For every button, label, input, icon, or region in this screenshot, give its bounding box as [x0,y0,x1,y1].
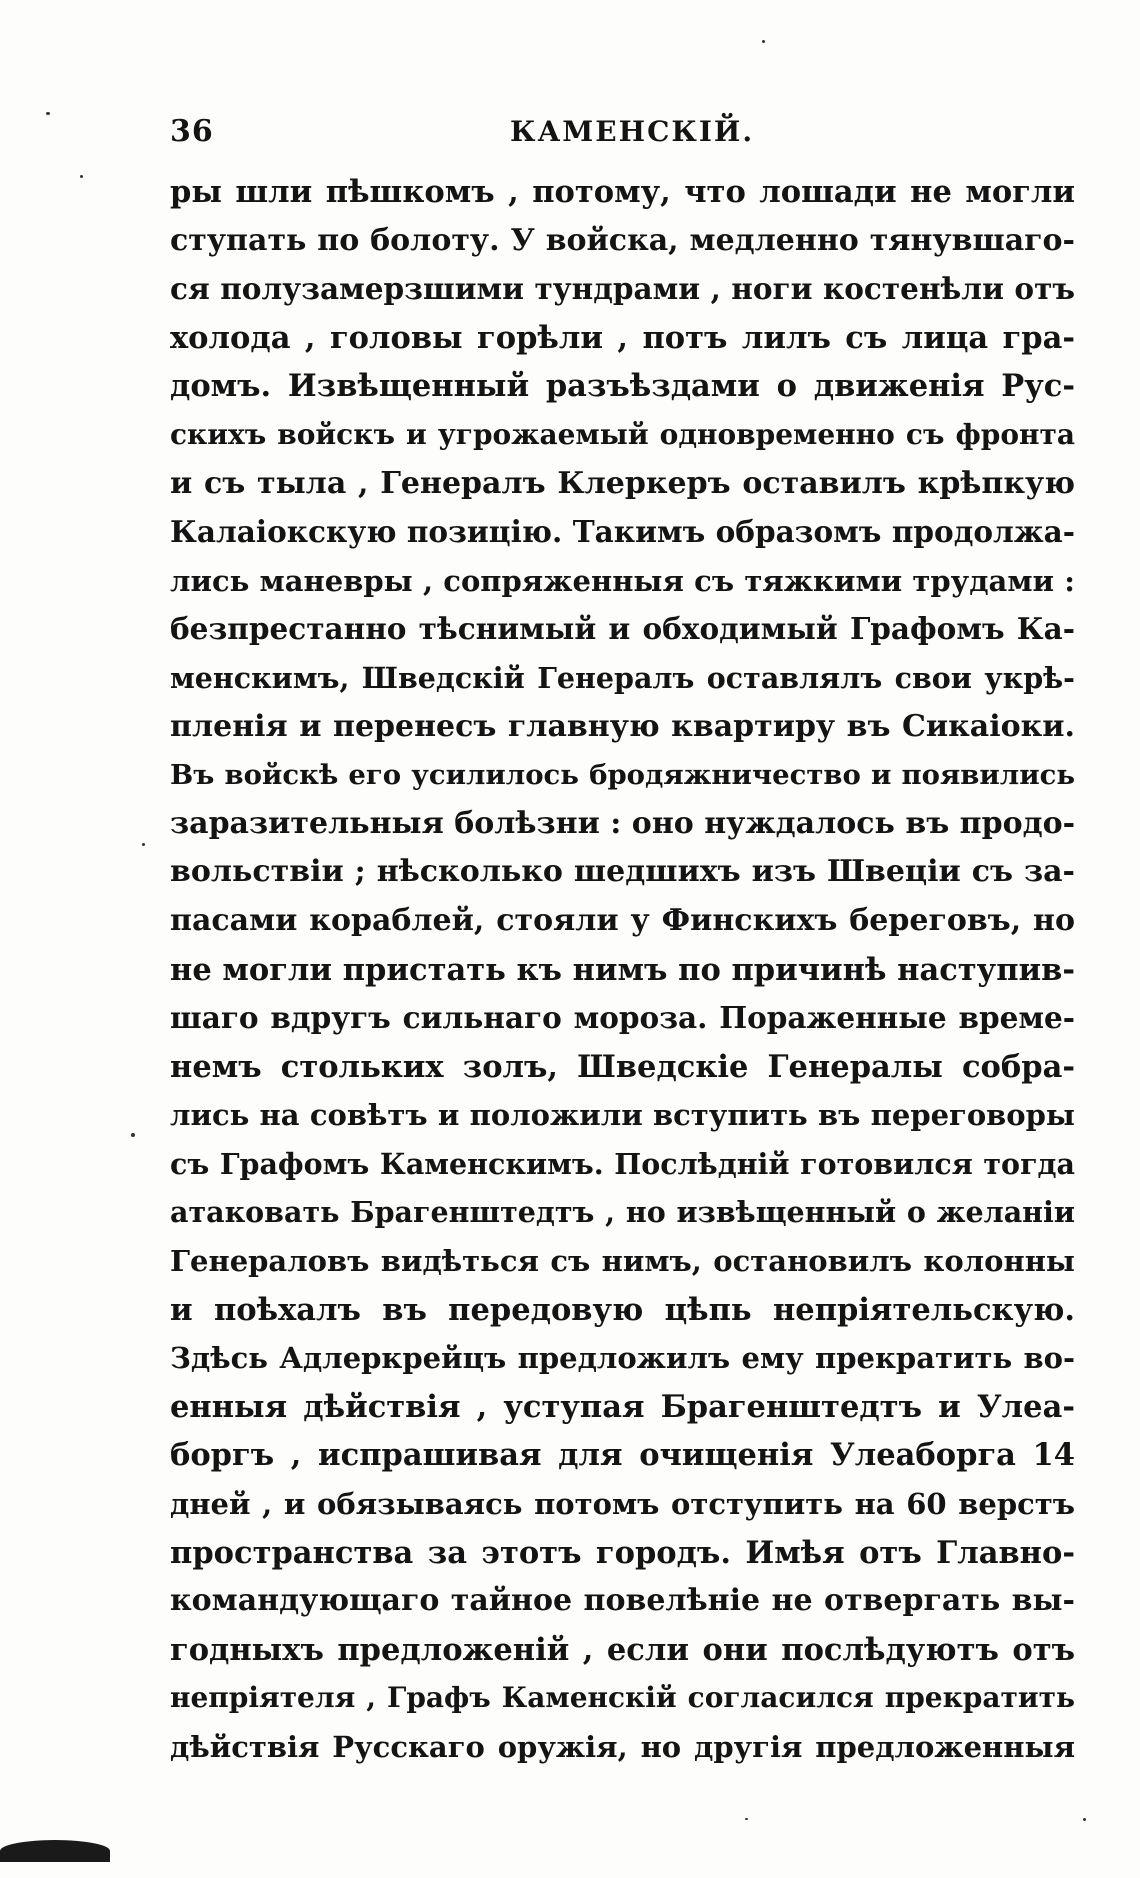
text-line: дѣйствія Русскаго оружія, но другія предложенныя [170,1730,1075,1764]
text-line: домъ. Извѣщенный разъѣздами о движенія Рус- [170,368,1075,405]
text-line: Въ войскѣ его усилилось бродяжничество и появились [170,759,1075,792]
scan-speck [142,843,145,846]
body-text [170,168,1075,1772]
scan-speck [46,112,50,115]
page-header [170,108,1075,156]
page-number: 36 [170,114,214,149]
text-line: пленія и перенесъ главную квартиру въ Сикаіоки. [170,708,1075,744]
text-line: атаковать Брагенштедтъ , но извѣщенный о желаніи [170,1195,1075,1230]
text-line: шаго вдругъ сильнаго мороза. Пораженные време- [170,1000,1075,1036]
text-line: пасами кораблей, стояли у Финскихъ береговъ, но [170,902,1075,938]
scan-speck [80,175,83,178]
text-line: немъ стольких золъ, Шведскіе Генералы собра- [170,1048,1075,1085]
text-line: годныхъ предложеній , если они послѣдуютъ отъ [170,1631,1075,1668]
text-line: Калаіокскую позицію. Такимъ образомъ продолжа- [170,514,1075,550]
text-line: Здѣсь Адлеркрейцъ предложилъ ему прекратить во- [170,1341,1075,1376]
running-title: КАМЕНСКІЙ. [510,115,755,148]
scan-smudge [0,1840,110,1862]
scan-speck [1083,1818,1086,1821]
scan-speck [762,40,765,43]
text-line: енныя дѣйствія , уступая Брагенштедтъ и Улеа- [170,1388,1075,1425]
text-line: ступать по болоту. У войска, медленно тянувшаго- [170,222,1075,258]
text-line: ры шли пѣшкомъ , потому, что лошади не могли [170,174,1075,210]
scan-speck [131,1133,135,1137]
text-line: вольствіи ; нѣсколько шедшихъ изъ Швеціи съ за- [170,854,1075,890]
text-line: командующаго тайное повелѣніе не отвергать вы- [170,1583,1075,1619]
text-line: менскимъ, Шведскій Генералъ оставлялъ свои укрѣ- [170,660,1075,695]
text-line: боргъ , испрашивая для очищенія Улеаборга 14 [170,1437,1075,1474]
text-line: дней , и обязываясь потомъ отступить на 60 верстъ [170,1487,1075,1522]
text-line: не могли пристать къ нимъ по причинѣ наступив- [170,951,1075,988]
text-line: пространства за этотъ городъ. Имѣя отъ Главно- [170,1534,1075,1571]
text-line: скихъ войскъ и угрожаемый одновременно съ фронта [170,417,1075,451]
text-line: непріятеля , Графъ Каменскій согласился прекратить [170,1681,1075,1715]
text-line: и поѣхалъ въ передовую цѣпь непріятельскую. [170,1291,1075,1328]
text-line: безпрестанно тѣснимый и обходимый Графомъ Ка- [170,611,1075,647]
text-line: лись маневры , сопряженныя съ тяжкими трудами : [170,563,1075,598]
scan-speck [745,1818,748,1820]
text-line: ся полузамерзшими тундрами , ноги костенѣли отъ [170,271,1075,307]
text-line: Генераловъ видѣться съ нимъ, остановилъ колонны [170,1244,1075,1279]
text-line: заразительныя болѣзни : оно нуждалось въ продо- [170,805,1076,841]
text-line: холода , головы горѣли , потъ лилъ съ лица гра- [170,319,1075,356]
text-line: лись на совѣтъ и положили вступить въ переговоры [170,1098,1075,1133]
text-line: съ Графомъ Каменскимъ. Послѣдній готовился тогда [170,1146,1075,1181]
text-line: и съ тыла , Генералъ Клеркеръ оставилъ крѣпкую [170,465,1075,501]
